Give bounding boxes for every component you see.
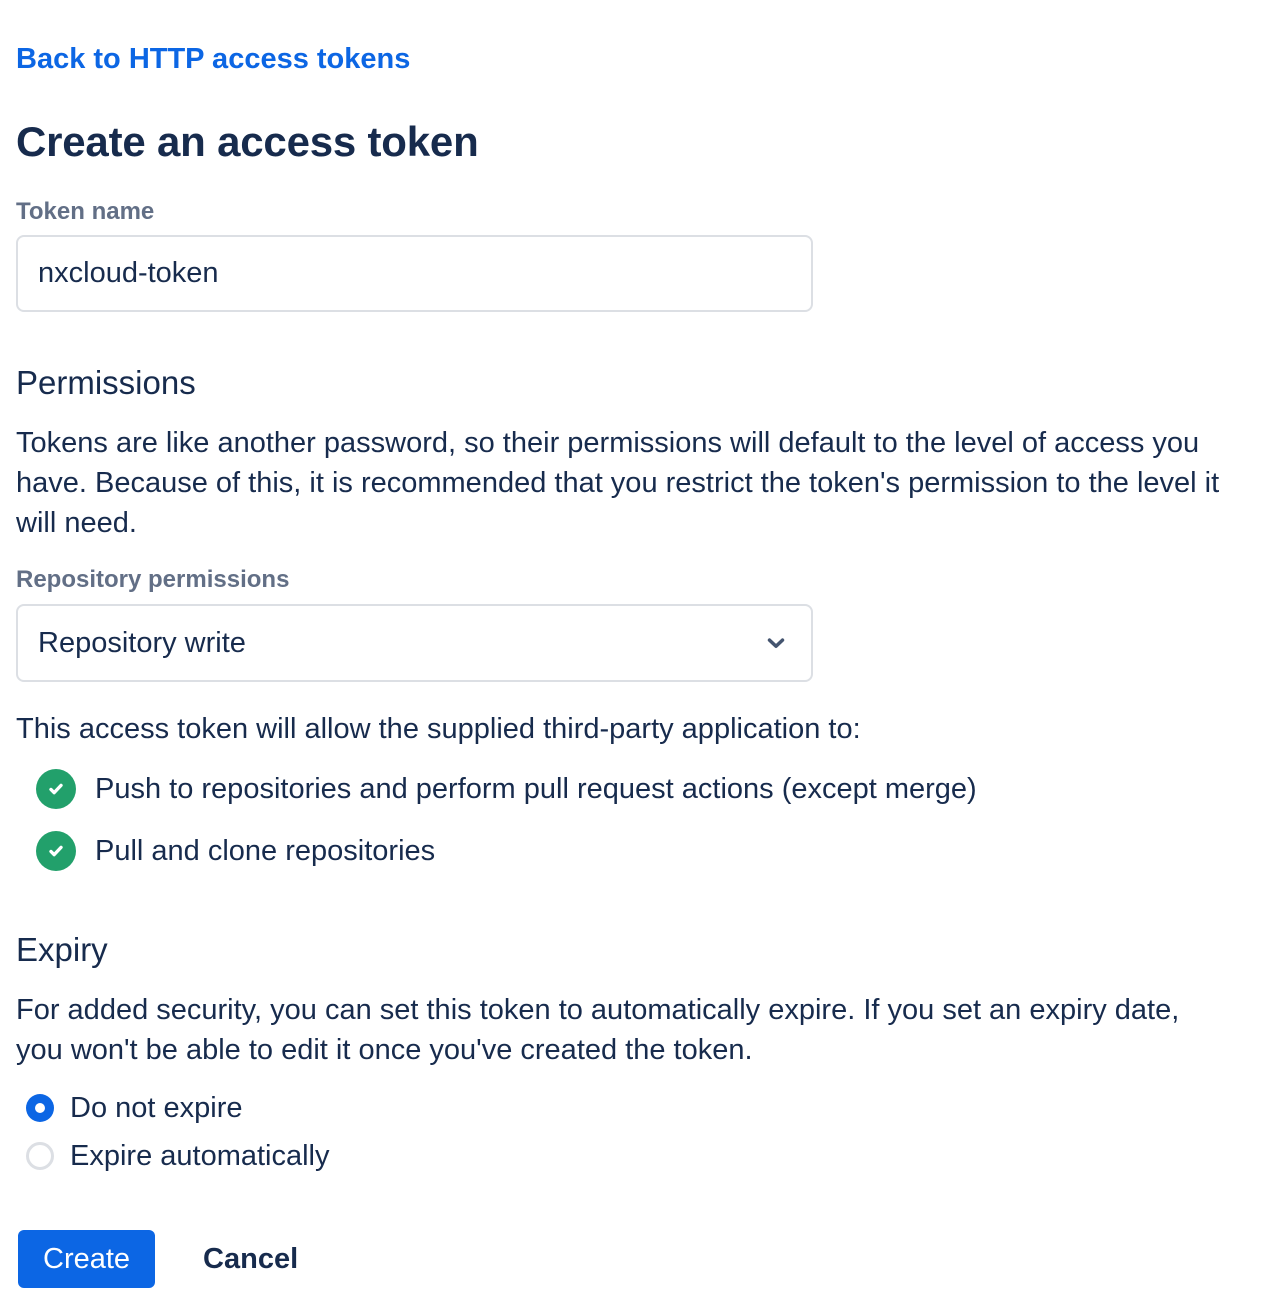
radio-label: Expire automatically [70,1139,330,1172]
repository-permissions-label: Repository permissions [16,566,290,593]
token-name-input[interactable] [16,235,813,312]
form-actions [16,1230,1258,1288]
radio-option-expire-automatically[interactable] [26,1139,1258,1172]
expiry-options [16,1091,1258,1172]
page-title: Create an access token [16,118,479,165]
radio-selected-icon[interactable] [26,1094,54,1122]
chevron-down-icon [763,630,789,656]
radio-unselected-icon[interactable] [26,1142,54,1170]
repository-permissions-selected-value: Repository write [38,626,246,659]
list-item [36,831,1258,871]
create-button[interactable]: Create [18,1230,155,1288]
allow-item-text: Pull and clone repositories [95,835,436,867]
permissions-heading: Permissions [16,364,196,401]
back-to-http-access-tokens-link[interactable]: Back to HTTP access tokens [16,43,411,75]
repository-permissions-select[interactable] [16,604,813,682]
expiry-heading: Expiry [16,931,108,968]
allow-intro-text: This access token will allow the supplied third-party application to: [16,713,861,745]
radio-label: Do not expire [70,1091,243,1124]
check-circle-icon [36,769,76,809]
token-name-label: Token name [16,198,155,225]
radio-option-do-not-expire[interactable] [26,1091,1258,1124]
check-circle-icon [36,831,76,871]
expiry-description: For added security, you can set this token to automatically expire. If you set an expiry date, you won't be able to edit it once you've created the token. [16,994,1180,1066]
list-item [36,769,1258,809]
allow-list [16,769,1258,871]
permissions-description: Tokens are like another password, so their permissions will default to the level of access you have. Because of this, it is recommended that you restrict the token's permission to the level it will need. [16,427,1220,539]
cancel-button[interactable]: Cancel [195,1243,306,1276]
allow-item-text: Push to repositories and perform pull request actions (except merge) [95,773,977,805]
